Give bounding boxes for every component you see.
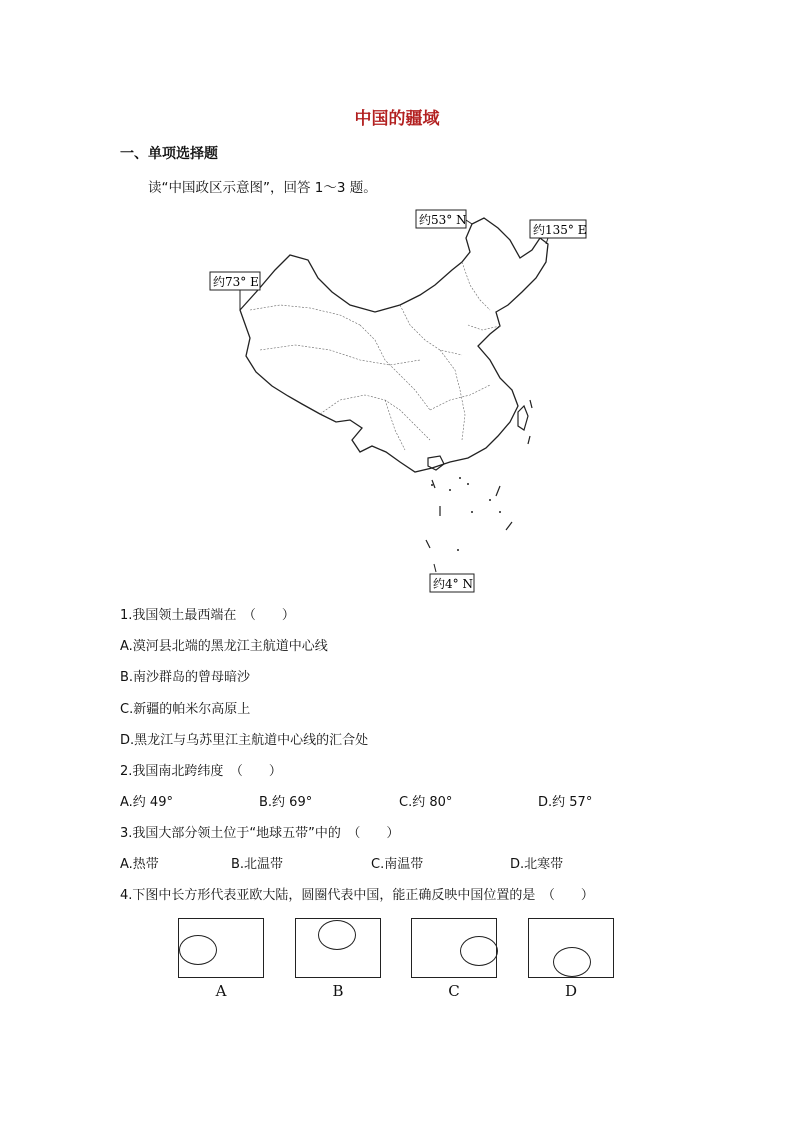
figure-box-a[interactable] (178, 918, 264, 978)
label-west: 约73° E (213, 275, 259, 289)
intro-text: 读“中国政区示意图”，回答 1～3 题。 (148, 180, 377, 196)
q1-option-d[interactable]: D.黑龙江与乌苏里江主航道中心线的汇合处 (120, 733, 369, 748)
question-4: 4.下图中长方形代表亚欧大陆，圆圈代表中国，能正确反映中国位置的是 （ ） (120, 888, 594, 903)
figure-box-b[interactable] (295, 918, 381, 978)
question-1: 1.我国领土最西端在 （ ） (120, 608, 295, 623)
q3-option-d[interactable]: D.北寒带 (510, 857, 564, 872)
china-circle-b (318, 920, 356, 950)
figure-label-c: C (448, 982, 460, 1000)
q1-option-a[interactable]: A.漠河县北端的黑龙江主航道中心线 (120, 639, 328, 654)
label-north: 约53° N (419, 213, 467, 227)
q3-option-c[interactable]: C.南温带 (371, 857, 424, 872)
label-south: 约4° N (433, 577, 473, 591)
label-east: 约135° E (533, 223, 587, 237)
south-sea-islands (431, 477, 501, 551)
q1-option-b[interactable]: B.南沙群岛的曾母暗沙 (120, 670, 251, 685)
china-circle-a (179, 935, 217, 965)
figure-label-a: A (215, 982, 227, 1000)
leader-lines (240, 220, 548, 572)
q2-option-d[interactable]: D.约 57° (538, 795, 593, 810)
section-heading: 一、单项选择题 (120, 146, 218, 162)
q2-option-b[interactable]: B.约 69° (259, 795, 313, 810)
nine-dash-line (426, 400, 532, 548)
figure-box-d[interactable] (528, 918, 614, 978)
figure-box-c[interactable] (411, 918, 497, 978)
china-outline (240, 218, 548, 472)
province-lines (250, 262, 500, 450)
question-3: 3.我国大部分领土位于“地球五带”中的 （ ） (120, 826, 400, 841)
figure-label-d: D (564, 982, 578, 1000)
china-circle-c (460, 936, 498, 966)
q3-option-b[interactable]: B.北温带 (231, 857, 284, 872)
china-map (200, 200, 600, 600)
china-circle-d (553, 947, 591, 977)
question-2: 2.我国南北跨纬度 （ ） (120, 764, 282, 779)
q1-option-c[interactable]: C.新疆的帕米尔高原上 (120, 702, 251, 717)
q2-option-a[interactable]: A.约 49° (120, 795, 173, 810)
q2-option-c[interactable]: C.约 80° (399, 795, 453, 810)
q3-option-a[interactable]: A.热带 (120, 857, 159, 872)
page-title: 中国的疆域 (354, 109, 440, 129)
taiwan-island (518, 406, 528, 430)
figure-label-b: B (332, 982, 344, 1000)
